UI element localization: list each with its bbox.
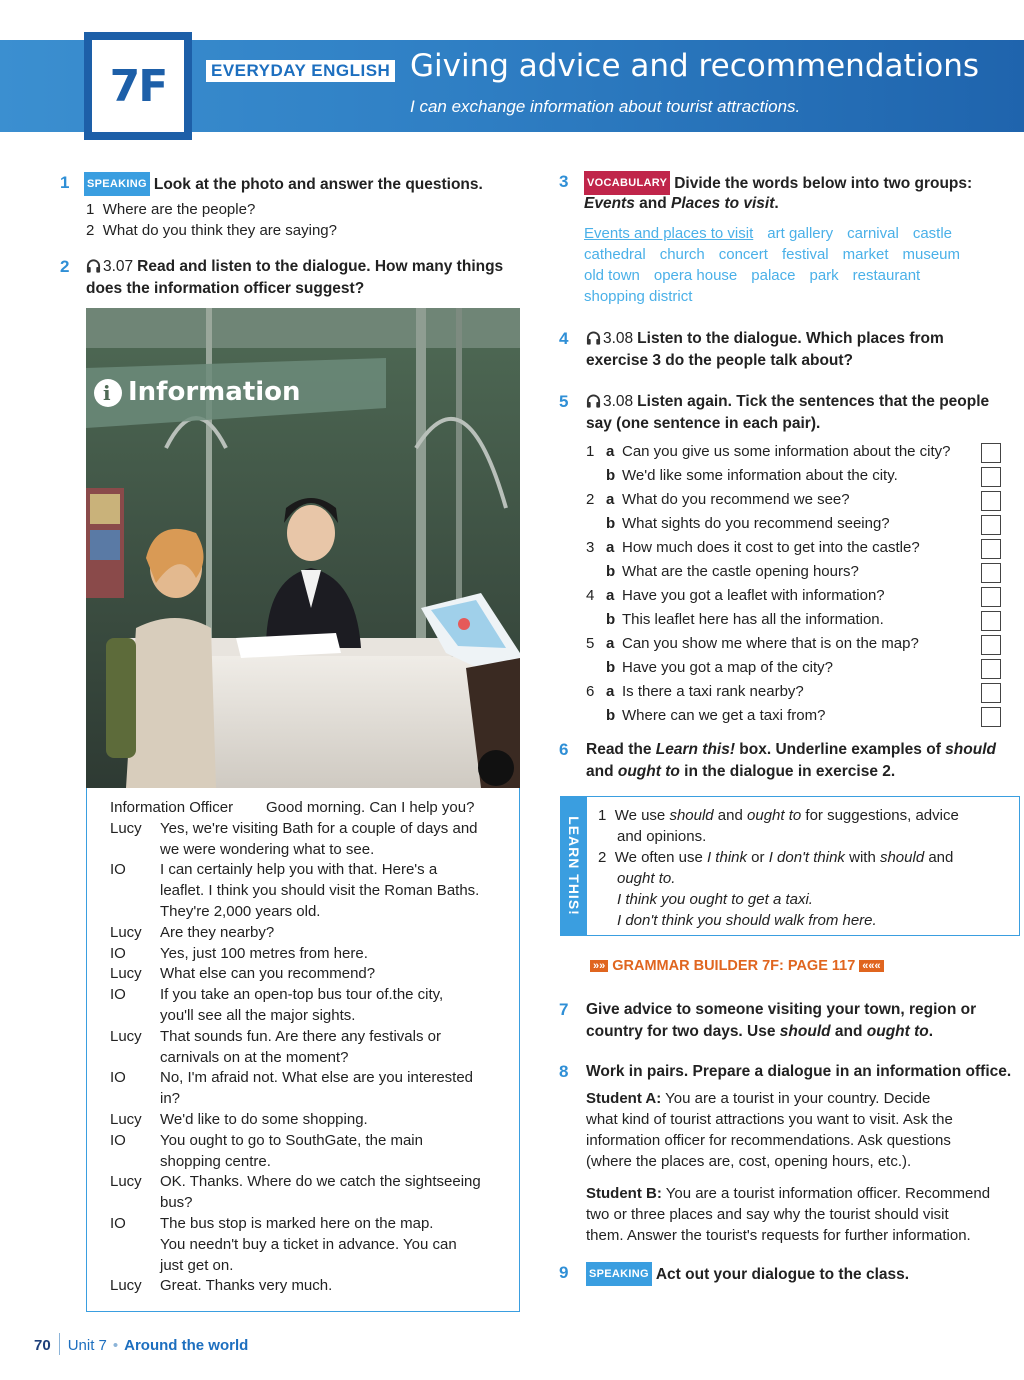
tick-checkbox[interactable] — [981, 587, 1001, 607]
track-number: 3.08 — [603, 330, 634, 347]
exercise-4-instruction-cont: exercise 3 do the people talk about? — [586, 352, 854, 369]
dialogue-line: The bus stop is marked here on the map. — [160, 1215, 434, 1232]
footer-title: Around the world — [124, 1337, 249, 1354]
learn-rule-1: 1 We use should and ought to for suggestions, advice — [598, 807, 959, 824]
dialogue-line: I can certainly help you with that. Here's a — [160, 861, 438, 879]
dialogue-line: You ought to go to SouthGate, the main — [160, 1131, 423, 1149]
exercise-8-number: 8 — [559, 1062, 569, 1081]
dialogue-line: Yes, we're visiting Bath for a couple of days and — [160, 819, 478, 837]
learn-example-1: I think you ought to get a taxi. — [617, 891, 813, 908]
exercise-5-instruction: 3.08 Listen again. Tick the sentences that the people — [586, 391, 989, 413]
tick-checkbox[interactable] — [981, 611, 1001, 631]
exercise-5-number: 5 — [559, 392, 569, 411]
vocab-word: cathedral — [584, 246, 646, 263]
exercise-2-instruction-cont: does the information officer suggest? — [86, 280, 365, 297]
tick-checkbox[interactable] — [981, 563, 1001, 583]
exercise-6-instruction: Read the Learn this! box. Underline examples of should — [586, 741, 996, 758]
exercise-8-instruction: Work in pairs. Prepare a dialogue in an information office. — [586, 1063, 1012, 1080]
dialogue-speaker: Lucy — [110, 965, 142, 983]
learn-rule-1-cont: and opinions. — [617, 828, 707, 845]
dialogue-line: you'll see all the major sights. — [160, 1007, 356, 1024]
tick-checkbox[interactable] — [981, 515, 1001, 535]
exercise-6-instruction-cont: and ought to in the dialogue in exercise 2. — [586, 763, 896, 780]
dialogue-line: We'd like to do some shopping. — [160, 1111, 368, 1128]
tick-checkbox[interactable] — [981, 467, 1001, 487]
vocabulary-list — [584, 288, 706, 305]
dialogue-speaker: Lucy — [110, 1173, 142, 1191]
exercise-6-number: 6 — [559, 740, 569, 759]
exercise-3-instruction-cont: Events and Places to visit. — [584, 195, 779, 212]
exercise-7-instruction-cont: country for two days. Use should and ought to. — [586, 1023, 934, 1040]
exercise-3-instruction: VOCABULARY Divide the words below into two groups: — [584, 171, 972, 195]
vocab-word: museum — [902, 246, 961, 263]
vocab-word: park — [809, 267, 839, 284]
dialogue-line: shopping centre. — [160, 1152, 271, 1170]
dialogue-speaker: Lucy — [110, 1277, 142, 1295]
headphones-icon — [86, 259, 101, 273]
learn-rule-2: 2 We often use I think or I don't think with should and — [598, 849, 954, 866]
dialogue-line: just get on. — [160, 1256, 234, 1274]
exercise-9-number: 9 — [559, 1263, 569, 1282]
speaking-badge: SPEAKING — [84, 172, 150, 196]
exercise-5-instruction-cont: say (one sentence in each pair). — [586, 415, 821, 432]
vocabulary-list — [584, 267, 934, 284]
vocabulary-list — [584, 246, 974, 263]
exercise-3-number: 3 — [559, 172, 569, 191]
learn-this-tab: LEARN THIS! — [561, 797, 587, 935]
vocab-word: shopping district — [584, 288, 693, 305]
section-tag: EVERYDAY ENGLISH — [206, 60, 395, 82]
exercise-2-number: 2 — [60, 257, 70, 276]
vocabulary-badge: VOCABULARY — [584, 171, 670, 195]
dialogue-line: in? — [160, 1090, 181, 1108]
dialogue-speaker: Lucy — [110, 923, 142, 941]
dialogue-speaker: IO — [110, 861, 126, 879]
tick-checkbox[interactable] — [981, 707, 1001, 727]
dialogue-line: Are they nearby? — [160, 923, 275, 941]
info-sign-text: Information — [128, 377, 301, 407]
exercise-4-number: 4 — [559, 329, 569, 348]
footer-unit: Unit 7 — [67, 1337, 107, 1354]
student-a-text: (where the places are, cost, opening hours, etc.). — [586, 1153, 912, 1170]
dialogue-line: leaflet. I think you should visit the Roman Baths. — [160, 882, 480, 900]
dialogue-speaker: IO — [110, 944, 126, 962]
track-number: 3.08 — [603, 393, 634, 410]
dialogue-speaker: Lucy — [110, 819, 142, 837]
tick-checkbox[interactable] — [981, 683, 1001, 703]
vocab-word: palace — [751, 267, 796, 284]
tick-checkbox[interactable] — [981, 443, 1001, 463]
exercise-2-instruction: 3.07 Read and listen to the dialogue. How many things — [86, 256, 503, 278]
exercise-7-number: 7 — [559, 1000, 569, 1019]
vocab-word: market — [842, 246, 889, 263]
vocab-word: church — [659, 246, 705, 263]
student-b-text: Student B: You are a tourist information officer. Recommend — [586, 1185, 991, 1202]
vocab-word: old town — [584, 267, 640, 284]
dialogue-speaker: Information Officer — [110, 799, 234, 816]
info-sign-icon: i — [103, 381, 111, 405]
dialogue-speaker: IO — [110, 986, 126, 1004]
grammar-builder-link[interactable]: »» GRAMMAR BUILDER 7F: PAGE 117 ««« — [586, 958, 888, 974]
dialogue-speaker: Lucy — [110, 1027, 142, 1045]
dialogue-line: They're 2,000 years old. — [160, 903, 321, 920]
exercise-1-instruction: SPEAKING Look at the photo and answer the questions. — [84, 172, 483, 196]
exercise-1-question: 2 What do you think they are saying? — [86, 222, 337, 239]
dialogue-line: No, I'm afraid not. What else are you interested — [160, 1069, 474, 1087]
vocabulary-list — [584, 225, 966, 242]
vocab-word: castle — [912, 225, 952, 242]
information-desk-photo — [86, 308, 520, 788]
exercise-7-instruction: Give advice to someone visiting your town, region or — [586, 1001, 977, 1018]
student-b-text: them. Answer the tourist's requests for further information. — [586, 1227, 971, 1244]
tick-checkbox[interactable] — [981, 635, 1001, 655]
speaking-badge: SPEAKING — [586, 1262, 652, 1286]
dialogue-speaker: IO — [110, 1215, 126, 1232]
dialogue-line: If you take an open-top bus tour of.the city, — [160, 986, 444, 1004]
dialogue-line: carnivals on at the moment? — [160, 1048, 349, 1066]
page-footer: 70 Unit 7 • Around the world — [34, 1333, 248, 1355]
vocab-word: art gallery — [767, 225, 834, 242]
dialogue-speaker: Lucy — [110, 1111, 142, 1128]
tick-checkbox[interactable] — [981, 491, 1001, 511]
arrow-right-icon: »» — [590, 960, 608, 972]
student-a-text: what kind of tourist attractions you want to visit. Ask the — [586, 1111, 953, 1128]
dialogue-line: bus? — [160, 1194, 193, 1212]
vocabulary-heading: Events and places to visit — [584, 225, 754, 242]
dialogue-line: Yes, just 100 metres from here. — [160, 944, 368, 962]
exercise-4-instruction: 3.08 Listen to the dialogue. Which places from — [586, 328, 944, 350]
page-subtitle: I can exchange information about tourist attractions. — [410, 97, 801, 116]
dialogue-line: Great. Thanks very much. — [160, 1277, 333, 1295]
learn-this-box — [560, 796, 1020, 936]
unit-code: 7F — [109, 60, 167, 112]
dialogue-line: Good morning. Can I help you? — [266, 799, 475, 816]
exercise-1-number: 1 — [60, 173, 70, 192]
student-b-text: two or three places and say why the tourist should visit — [586, 1206, 949, 1223]
page-number: 70 — [34, 1337, 51, 1354]
tick-checkbox[interactable] — [981, 659, 1001, 679]
dialogue-speaker: IO — [110, 1069, 126, 1087]
headphones-icon — [586, 394, 601, 408]
vocab-word: concert — [718, 246, 768, 263]
unit-code-box — [84, 32, 192, 140]
dialogue-speaker: IO — [110, 1131, 126, 1149]
dialogue-line: we were wondering what to see. — [160, 840, 375, 858]
student-a-text: Student A: You are a tourist in your country. Decide — [586, 1090, 931, 1107]
exercise-1-question: 1 Where are the people? — [86, 201, 256, 218]
learn-rule-2-cont: ought to. — [617, 870, 676, 887]
tick-checkbox[interactable] — [981, 539, 1001, 559]
vocab-word: festival — [781, 246, 829, 263]
headphones-icon — [586, 331, 601, 345]
vocab-word: restaurant — [852, 267, 921, 284]
dialogue-line: What else can you recommend? — [160, 965, 376, 983]
student-a-text: information officer for recommendations. Ask questions — [586, 1132, 951, 1149]
dialogue-line: That sounds fun. Are there any festivals or — [160, 1027, 441, 1045]
vocab-word: carnival — [847, 225, 899, 242]
dialogue-line: OK. Thanks. Where do we catch the sightseeing — [160, 1173, 481, 1191]
vocab-word: opera house — [653, 267, 738, 284]
dialogue-line: You needn't buy a ticket in advance. You can — [160, 1235, 457, 1253]
exercise-9-instruction: SPEAKING Act out your dialogue to the class. — [586, 1262, 909, 1286]
page-title: Giving advice and recommendations — [410, 48, 980, 84]
track-number: 3.07 — [103, 258, 134, 275]
arrow-left-icon: ««« — [859, 960, 883, 972]
learn-example-2: I don't think you should walk from here. — [617, 912, 877, 929]
